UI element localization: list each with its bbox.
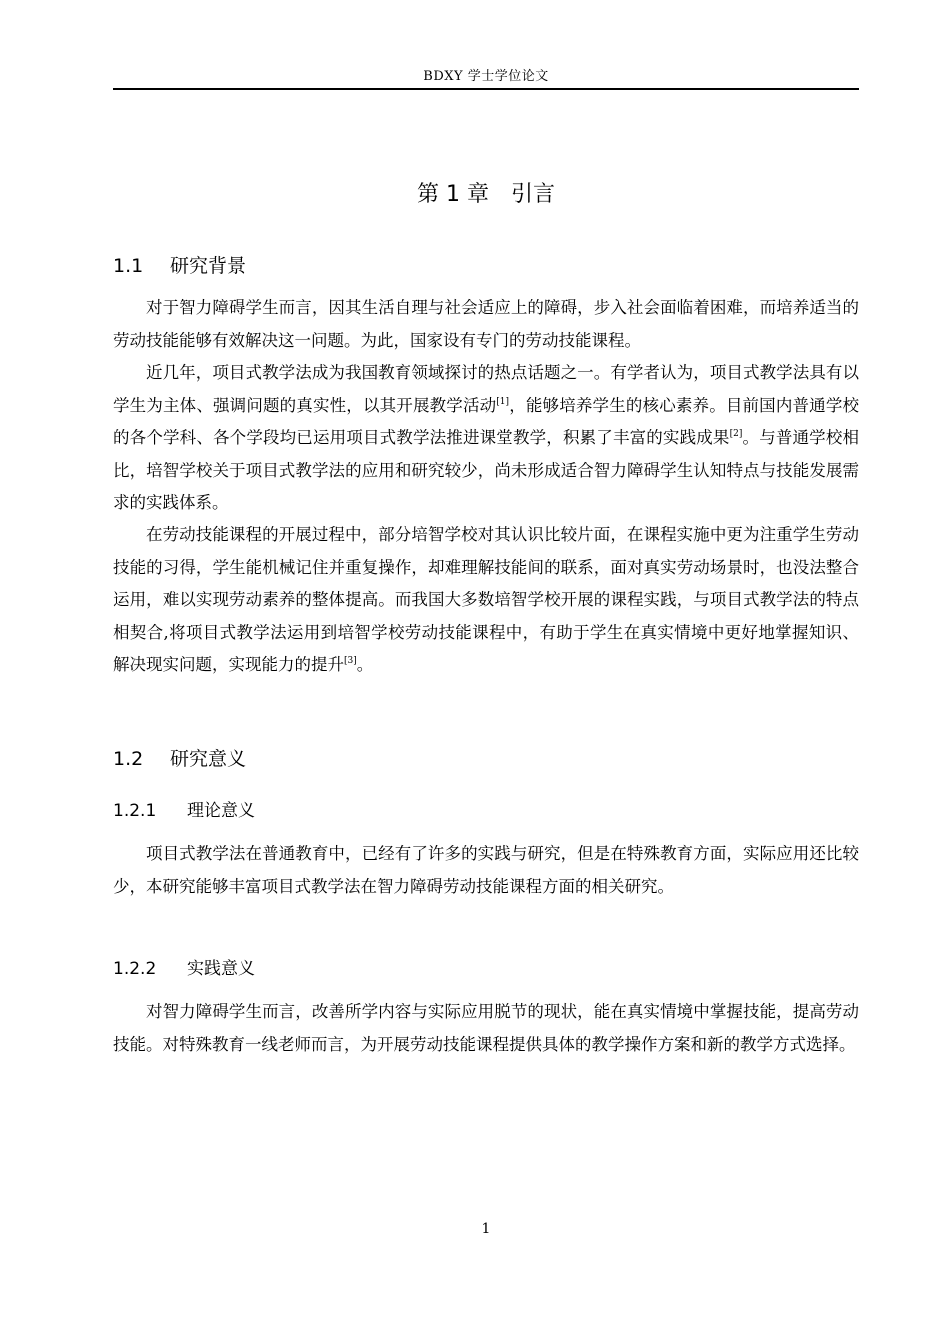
section-title: 研究背景: [170, 255, 247, 277]
section-title: 研究意义: [170, 748, 247, 770]
subsection-heading-1-2-2: [113, 956, 255, 982]
paragraph: 对于智力障碍学生而言，因其生活自理与社会适应上的障碍，步入社会面临着困难，而培养适当的劳动技能能够有效解决这一问题。为此，国家设有专门的劳动技能课程。: [113, 298, 859, 350]
running-header: BDXY 学士学位论文: [423, 69, 549, 84]
citation-marker: [3]: [344, 656, 357, 666]
section-heading-1-1: [113, 252, 246, 280]
section-heading-1-2: [113, 745, 246, 773]
subsection-number: 1.2.2: [113, 959, 157, 979]
paragraph-text: 近几年，项目式教学法成为我国教育领域探讨的热点话题之一。有学者认为，项目式教学法具有以学生为主体、强调问题的真实性，以其开展教学活动: [113, 363, 859, 415]
paragraph: [113, 357, 859, 520]
page-number: 1: [481, 1221, 491, 1237]
subsection-number: 1.2.1: [113, 801, 157, 821]
subsection-heading-1-2-1: [113, 798, 255, 824]
subsection-title: 实践意义: [187, 959, 255, 979]
section-number: 1.1: [113, 255, 144, 277]
paragraph-text: 在劳动技能课程的开展过程中，部分培智学校对其认识比较片面，在课程实施中更为注重学生劳动技能的习得，学生能机械记住并重复操作，却难理解技能间的联系，面对真实劳动场景时，也没法整合运用，难以实现劳动素养的整体提高。而我国大多数培智学校开展的课程实践，与项目式教学法的特点相契合,将项目式教学法运用到培智学校劳动技能课程中，有助于学生在真实情境中更好地掌握知识、解决现实问题，实现能力的提升: [113, 525, 859, 674]
paragraph-text: ，能够培养学生的核心素养。目前国内普通学校的各个学科、各个学段均已运用项目式教学法推进课堂教学，积累了丰富的实践成果: [113, 395, 860, 447]
paragraph: 项目式教学法在普通教育中，已经有了许多的实践与研究，但是在特殊教育方面，实际应用还比较少，本研究能够丰富项目式教学法在智力障碍劳动技能课程方面的相关研究。: [113, 844, 859, 896]
header-rule: [113, 88, 859, 90]
paragraph: [113, 519, 859, 682]
subsection-title: 理论意义: [187, 801, 255, 821]
citation-marker: [2]: [729, 429, 743, 439]
section-number: 1.2: [113, 748, 144, 770]
paragraph: 对智力障碍学生而言，改善所学内容与实际应用脱节的现状，能在真实情境中掌握技能，提高劳动技能。对特殊教育一线老师而言，为开展劳动技能课程提供具体的教学操作方案和新的教学方式选择。: [113, 1002, 859, 1054]
paragraph-text: 。与普通学校相比，培智学校关于项目式教学法的应用和研究较少，尚未形成适合智力障碍学生认知特点与技能发展需求的实践体系。: [113, 428, 860, 512]
chapter-name: 引言: [510, 182, 555, 207]
chapter-title: [113, 178, 859, 212]
paragraph-text: 。: [356, 655, 374, 674]
chapter-number: 第 1 章: [417, 182, 489, 207]
citation-marker: [1]: [496, 396, 510, 407]
